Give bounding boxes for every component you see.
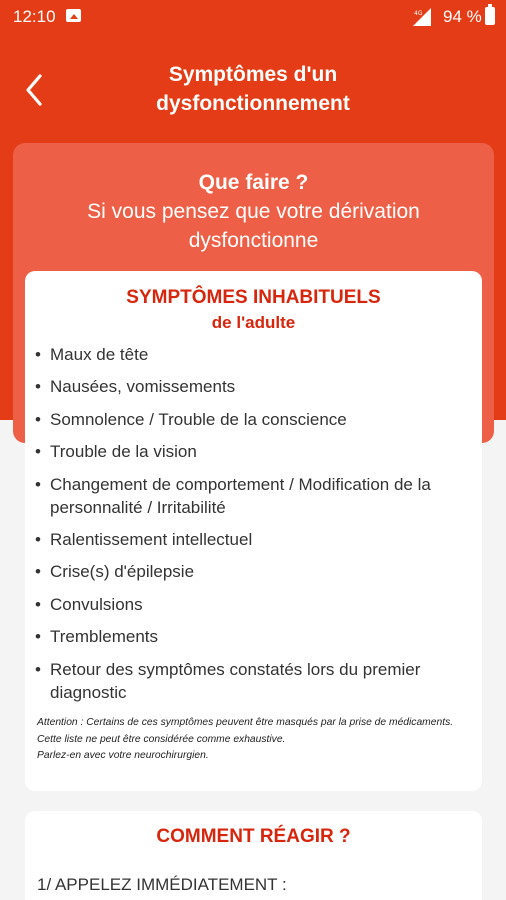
battery-icon	[485, 7, 495, 25]
list-item: • Changement de comportement / Modification de la personnalité / Irritabilité	[35, 473, 478, 519]
list-item: • Convulsions	[35, 593, 478, 616]
page-title: Symptômes d'un dysfonctionnement	[156, 63, 350, 115]
app-header	[0, 60, 506, 120]
list-item: • Tremblements	[35, 625, 478, 648]
svg-text:4G: 4G	[414, 10, 423, 17]
list-item: • Retour des symptômes constatés lors du premier diagnostic	[35, 658, 478, 704]
symptom-list	[35, 343, 478, 713]
intro-subheading: Si vous pensez que votre dérivation dysfonctionne	[87, 200, 420, 252]
intro-heading: Que faire ?	[198, 171, 309, 194]
symptoms-subtitle: de l'adulte	[211, 313, 296, 332]
note-line: Cette liste ne peut être considérée comme exhaustive.	[37, 733, 286, 745]
note-line: Parlez-en avec votre neurochirurgien.	[37, 750, 209, 761]
chevron-left-icon[interactable]	[20, 70, 52, 110]
list-item: • Somnolence / Trouble de la conscience	[35, 408, 478, 431]
warning-note	[37, 715, 474, 765]
battery-percentage: 94 %	[443, 7, 482, 26]
react-step-1: 1/ APPELEZ IMMÉDIATEMENT :	[37, 875, 287, 894]
symptoms-card	[25, 271, 482, 791]
image-icon	[66, 9, 81, 22]
react-title: COMMENT RÉAGIR ?	[156, 826, 351, 847]
cell-signal-icon	[413, 8, 431, 26]
list-item: • Trouble de la vision	[35, 440, 478, 463]
list-item: • Crise(s) d'épilepsie	[35, 560, 478, 583]
status-time: 12:10	[13, 7, 56, 26]
list-item: • Ralentissement intellectuel	[35, 528, 478, 551]
note-line: Attention : Certains de ces symptômes peuvent être masqués par la prise de médicaments.	[37, 717, 454, 728]
symptoms-title: SYMPTÔMES INHABITUELS	[126, 287, 381, 308]
react-card	[25, 811, 482, 900]
status-bar	[0, 0, 506, 34]
list-item: • Nausées, vomissements	[35, 375, 478, 398]
list-item: • Maux de tête	[35, 343, 478, 366]
